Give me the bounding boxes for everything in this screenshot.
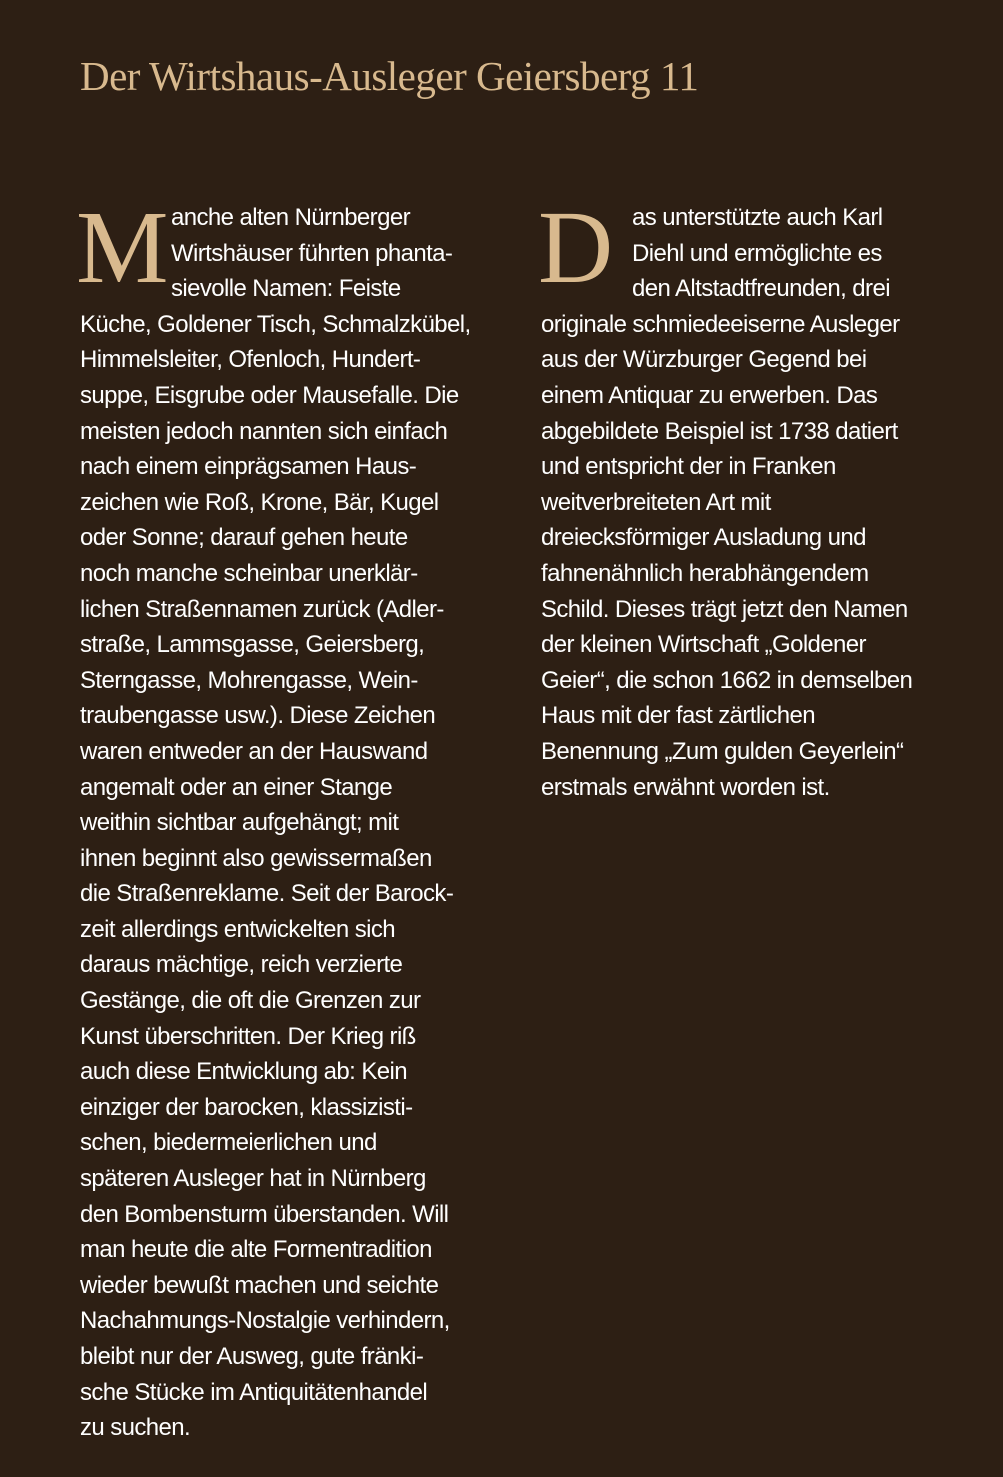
text-line: dreiecksförmiger Ausladung und <box>541 524 866 552</box>
text-line: einziger der barocken, klassizisti- <box>80 1093 413 1121</box>
text-line: originale schmiedeeiserne Ausleger <box>541 310 900 338</box>
text-line: bleibt nur der Ausweg, gute fränki- <box>80 1343 424 1370</box>
text-line: daraus mächtige, reich verzierte <box>80 951 403 979</box>
text-line: nach einem einprägsamen Haus- <box>80 453 417 481</box>
text-line: zeit allerdings entwickelten sich <box>80 915 396 943</box>
text-line: aus der Würzburger Gegend bei <box>541 346 867 374</box>
text-line: Schild. Dieses trägt jetzt den Namen <box>541 595 908 623</box>
text-line: waren entweder an der Hauswand <box>80 737 428 765</box>
text-line: abgebildete Beispiel ist 1738 datiert <box>541 417 898 445</box>
text-line: weitverbreiteten Art mit <box>541 488 771 516</box>
dropcap-left: M <box>76 190 168 305</box>
text-line: ihnen beginnt also gewissermaßen <box>80 844 432 872</box>
text-line: man heute die alte Formentradition <box>80 1236 432 1264</box>
page-title: Der Wirtshaus-Ausleger Geiersberg 11 <box>80 53 699 99</box>
text-line: sievolle Namen: Feiste <box>171 275 401 303</box>
text-line: schen, biedermeierlichen und <box>80 1129 377 1157</box>
text-line: Gestänge, die oft die Grenzen zur <box>80 987 421 1015</box>
text-line: wieder bewußt machen und seichte <box>80 1271 439 1299</box>
text-line: meisten jedoch nannten sich einfach <box>80 417 448 445</box>
text-line: as unterstützte auch Karl <box>632 204 883 231</box>
text-line: der kleinen Wirtschaft „Goldener <box>541 631 866 659</box>
text-line: den Altstadtfreunden, drei <box>632 275 890 303</box>
text-line: weithin sichtbar aufgehängt; mit <box>80 809 399 837</box>
text-line: oder Sonne; darauf gehen heute <box>80 524 408 552</box>
text-line: und entspricht der in Franken <box>541 453 836 481</box>
text-line: erstmals erwähnt worden ist. <box>541 773 830 801</box>
text-line: zu suchen. <box>80 1414 191 1442</box>
text-line: Kunst überschritten. Der Krieg riß <box>80 1022 416 1050</box>
dropcap-right: D <box>538 190 613 305</box>
text-line: Küche, Goldener Tisch, Schmalzkübel, <box>80 310 471 338</box>
text-line: den Bombensturm überstanden. Will <box>80 1200 449 1228</box>
text-line: Wirtshäuser führten phanta- <box>171 239 453 267</box>
text-line: Haus mit der fast zärtlichen <box>541 702 815 730</box>
text-line: die Straßenreklame. Seit der Barock- <box>80 880 454 908</box>
text-line: Geier“, die schon 1662 in demselben <box>541 666 913 694</box>
left-text-column <box>76 190 490 1446</box>
text-line: suppe, Eisgrube oder Mausefalle. Die <box>80 381 459 409</box>
text-line: Sterngasse, Mohrengasse, Wein- <box>80 666 418 694</box>
text-line: angemalt oder an einer Stange <box>80 773 393 801</box>
right-text-column <box>538 190 951 805</box>
text-line: straße, Lammsgasse, Geiersberg, <box>80 631 425 659</box>
text-line: zeichen wie Roß, Krone, Bär, Kugel <box>80 488 439 516</box>
text-line: Nachahmungs-Nostalgie verhindern, <box>80 1307 450 1335</box>
text-line: sche Stücke im Antiquitätenhandel <box>80 1378 428 1406</box>
text-line: anche alten Nürnberger <box>171 204 410 231</box>
text-line: Benennung „Zum gulden Geyerlein“ <box>541 737 904 765</box>
text-line: späteren Ausleger hat in Nürnberg <box>80 1165 426 1193</box>
text-line: noch manche scheinbar unerklär- <box>80 559 418 587</box>
text-line: lichen Straßennamen zurück (Adler- <box>80 595 444 623</box>
text-line: einem Antiquar zu erwerben. Das <box>541 381 878 409</box>
text-line: fahnenähnlich herabhängendem <box>541 559 869 587</box>
text-line: Diehl und ermöglichte es <box>632 239 882 267</box>
text-line: traubengasse usw.). Diese Zeichen <box>80 702 436 730</box>
text-line: auch diese Entwicklung ab: Kein <box>80 1058 407 1086</box>
text-line: Himmelsleiter, Ofenloch, Hundert- <box>80 346 421 374</box>
